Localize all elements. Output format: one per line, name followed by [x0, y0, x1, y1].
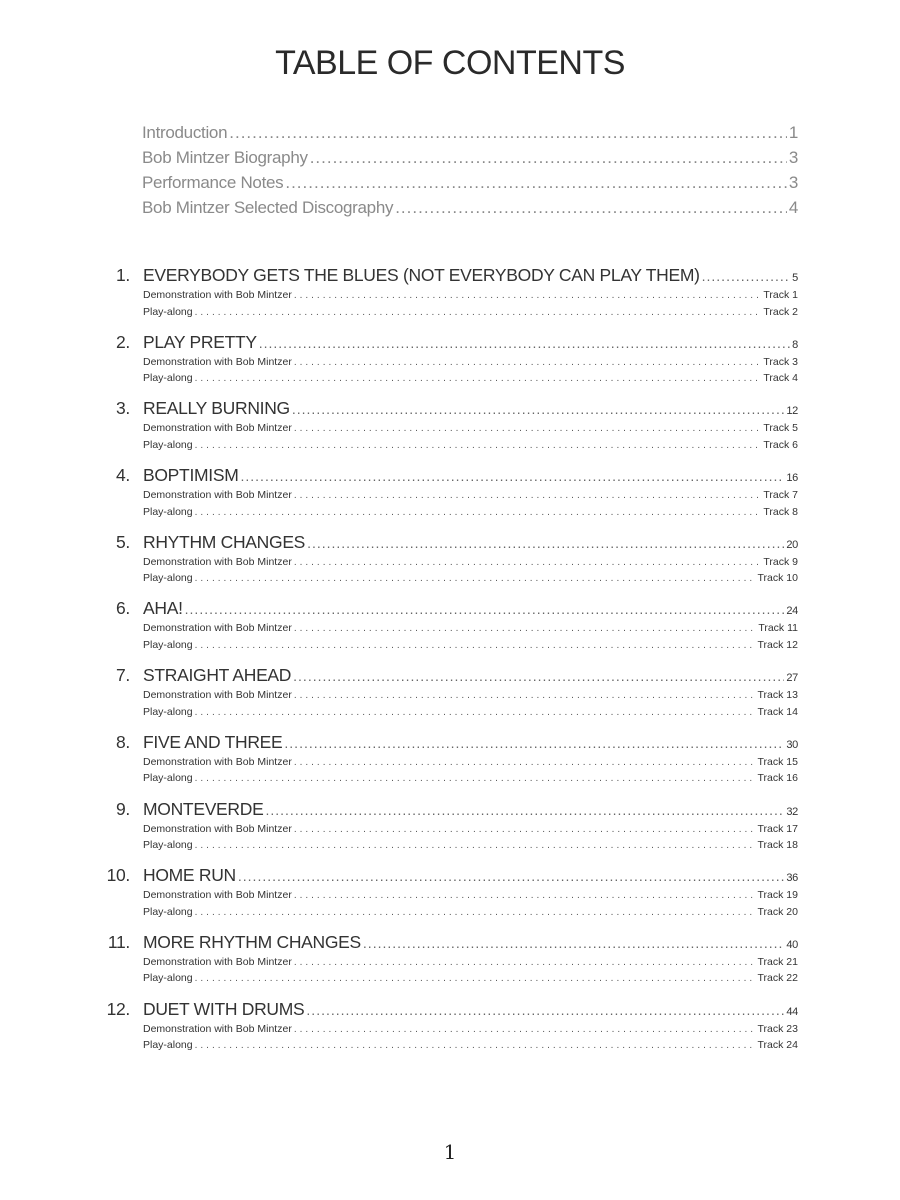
dot-leader — [265, 802, 784, 818]
demo-label: Demonstration with Bob Mintzer — [143, 955, 292, 968]
dot-leader — [185, 601, 785, 617]
playalong-track: Track 6 — [763, 438, 798, 451]
song-number: 12. — [106, 998, 130, 1019]
song-entry — [96, 999, 798, 1066]
entry-page: 4 — [788, 198, 798, 217]
dot-leader — [395, 198, 787, 218]
playalong-label: Play-along — [143, 305, 193, 318]
playalong-track-row[interactable] — [143, 506, 798, 523]
demo-track: Track 21 — [757, 955, 798, 968]
song-title: EVERYBODY GETS THE BLUES (NOT EVERYBODY CAN PLAY THEM) — [143, 265, 700, 285]
playalong-track-row[interactable] — [143, 839, 798, 856]
song-entry — [96, 799, 798, 866]
playalong-label: Play-along — [143, 438, 193, 451]
demo-label: Demonstration with Bob Mintzer — [143, 889, 292, 902]
dot-leader — [195, 1040, 756, 1051]
song-page: 8 — [792, 338, 798, 351]
song-list — [96, 265, 798, 1065]
dot-leader — [294, 357, 762, 368]
demo-track-row[interactable] — [143, 556, 798, 573]
playalong-label: Play-along — [143, 705, 193, 718]
song-number: 7. — [116, 665, 130, 686]
playalong-track: Track 18 — [757, 839, 798, 851]
song-entry — [96, 398, 798, 465]
dot-leader — [195, 707, 756, 718]
demo-track: Track 23 — [757, 1022, 798, 1035]
song-page: 20 — [786, 538, 798, 551]
entry-label: Introduction — [142, 123, 228, 142]
demo-track-row[interactable] — [143, 1023, 798, 1040]
demo-track: Track 1 — [763, 289, 798, 301]
dot-leader — [294, 757, 756, 768]
song-number: 1. — [116, 265, 130, 285]
playalong-label: Play-along — [143, 638, 193, 651]
song-page: 30 — [786, 738, 798, 751]
dot-leader — [259, 335, 790, 351]
demo-track: Track 15 — [757, 755, 798, 768]
demo-label: Demonstration with Bob Mintzer — [143, 289, 292, 301]
entry-page: 3 — [788, 148, 798, 167]
page-title: TABLE OF CONTENTS — [275, 44, 625, 82]
dot-leader — [294, 490, 762, 501]
dot-leader — [195, 373, 762, 384]
playalong-track-row[interactable] — [143, 372, 798, 389]
playalong-track-row[interactable] — [143, 639, 798, 656]
entry-label: Bob Mintzer Selected Discography — [142, 198, 394, 217]
demo-track-row[interactable] — [143, 489, 798, 506]
playalong-track: Track 24 — [757, 1039, 798, 1052]
playalong-track: Track 16 — [757, 772, 798, 785]
demo-label: Demonstration with Bob Mintzer — [143, 422, 292, 435]
playalong-track-row[interactable] — [143, 572, 798, 589]
demo-label: Demonstration with Bob Mintzer — [143, 755, 292, 768]
song-number: 10. — [106, 865, 130, 886]
dot-leader — [195, 840, 756, 851]
song-page: 12 — [786, 405, 798, 418]
song-title: AHA! — [143, 598, 183, 619]
song-heading[interactable] — [96, 598, 798, 622]
demo-track: Track 5 — [763, 422, 798, 435]
dot-leader — [294, 690, 756, 701]
demo-label: Demonstration with Bob Mintzer — [143, 689, 292, 702]
dot-leader — [294, 1024, 756, 1035]
song-title: FIVE AND THREE — [143, 731, 283, 752]
playalong-track-row[interactable] — [143, 906, 798, 923]
song-heading[interactable] — [96, 932, 798, 956]
song-entry — [96, 932, 798, 999]
playalong-label: Play-along — [143, 905, 193, 918]
song-heading[interactable] — [96, 799, 798, 823]
playalong-track: Track 8 — [763, 505, 798, 518]
demo-track: Track 17 — [757, 822, 798, 835]
demo-track-row[interactable] — [143, 289, 798, 306]
song-number: 2. — [116, 331, 130, 352]
demo-track-row[interactable] — [143, 689, 798, 706]
song-page: 16 — [786, 472, 798, 485]
dot-leader — [294, 824, 756, 835]
demo-track: Track 13 — [757, 689, 798, 702]
entry-page: 1 — [788, 123, 798, 142]
song-number: 11. — [107, 931, 130, 952]
demo-label: Demonstration with Bob Mintzer — [143, 1022, 292, 1035]
page-number: 1 — [443, 1140, 457, 1164]
song-entry — [96, 265, 798, 332]
intro-entry[interactable] — [142, 198, 798, 223]
entry-page: 3 — [788, 173, 798, 192]
dot-leader — [306, 1002, 784, 1018]
song-number: 9. — [116, 798, 130, 819]
dot-leader — [195, 507, 762, 518]
song-entry — [96, 732, 798, 799]
demo-label: Demonstration with Bob Mintzer — [143, 622, 292, 635]
demo-track-row[interactable] — [143, 823, 798, 840]
song-heading[interactable] — [96, 665, 798, 689]
song-number: 5. — [116, 531, 130, 552]
demo-track: Track 11 — [758, 622, 798, 635]
playalong-track-row[interactable] — [143, 972, 798, 989]
demo-track: Track 9 — [763, 555, 798, 568]
song-heading[interactable] — [96, 732, 798, 756]
song-number: 6. — [116, 598, 130, 619]
demo-track-row[interactable] — [143, 356, 798, 373]
intro-entry[interactable] — [142, 148, 798, 173]
playalong-track: Track 2 — [763, 305, 798, 318]
dot-leader — [292, 401, 784, 417]
dot-leader — [195, 573, 756, 584]
dot-leader — [195, 307, 762, 318]
front-matter-list — [142, 123, 798, 223]
playalong-track: Track 20 — [757, 905, 798, 918]
playalong-track-row[interactable] — [143, 1039, 798, 1056]
dot-leader — [294, 957, 756, 968]
demo-label: Demonstration with Bob Mintzer — [143, 355, 292, 368]
dot-leader — [285, 173, 786, 193]
song-title: HOME RUN — [143, 865, 236, 886]
song-entry — [96, 332, 798, 399]
song-title: STRAIGHT AHEAD — [143, 665, 292, 686]
song-title: REALLY BURNING — [143, 398, 290, 419]
song-heading[interactable] — [96, 398, 798, 422]
song-page: 44 — [786, 1005, 798, 1018]
song-entry — [96, 598, 798, 665]
song-title: BOPTIMISM — [143, 465, 239, 486]
demo-label: Demonstration with Bob Mintzer — [143, 822, 292, 835]
demo-label: Demonstration with Bob Mintzer — [143, 489, 292, 502]
dot-leader — [294, 423, 762, 434]
song-title: PLAY PRETTY — [143, 331, 257, 352]
dot-leader — [294, 623, 757, 634]
entry-label: Performance Notes — [142, 173, 284, 192]
dot-leader — [284, 735, 784, 751]
playalong-label: Play-along — [143, 572, 193, 585]
playalong-label: Play-along — [143, 972, 193, 985]
demo-track-row[interactable] — [143, 956, 798, 973]
demo-track-row[interactable] — [143, 756, 798, 773]
demo-track: Track 7 — [763, 489, 798, 502]
dot-leader — [310, 148, 787, 168]
dot-leader — [307, 535, 784, 551]
song-entry — [96, 532, 798, 599]
song-page: 36 — [786, 872, 798, 885]
dot-leader — [294, 557, 762, 568]
song-heading[interactable] — [96, 532, 798, 556]
intro-entry[interactable] — [142, 173, 798, 198]
demo-track: Track 19 — [757, 889, 798, 902]
dot-leader — [195, 773, 756, 784]
song-page: 32 — [786, 805, 798, 818]
song-number: 3. — [116, 398, 130, 419]
dot-leader — [238, 868, 784, 884]
song-number: 8. — [116, 731, 130, 752]
playalong-label: Play-along — [143, 1039, 193, 1052]
song-entry — [96, 665, 798, 732]
demo-track-row[interactable] — [143, 622, 798, 639]
dot-leader — [229, 123, 787, 143]
song-entry — [96, 465, 798, 532]
playalong-track: Track 22 — [757, 972, 798, 985]
song-entry — [96, 865, 798, 932]
song-title: RHYTHM CHANGES — [143, 531, 306, 552]
demo-track: Track 3 — [763, 355, 798, 368]
playalong-track-row[interactable] — [143, 439, 798, 456]
playalong-label: Play-along — [143, 839, 193, 851]
song-heading[interactable] — [96, 465, 798, 489]
song-heading[interactable] — [96, 332, 798, 356]
playalong-track: Track 10 — [757, 572, 798, 585]
entry-label: Bob Mintzer Biography — [142, 148, 308, 167]
dot-leader — [195, 640, 756, 651]
song-page: 27 — [786, 672, 798, 685]
playalong-label: Play-along — [143, 505, 193, 518]
dot-leader — [363, 935, 784, 951]
song-heading[interactable] — [96, 999, 798, 1023]
song-page: 40 — [786, 938, 798, 951]
demo-track-row[interactable] — [143, 422, 798, 439]
playalong-track-row[interactable] — [143, 772, 798, 789]
song-title: MORE RHYTHM CHANGES — [143, 931, 361, 952]
playalong-track-row[interactable] — [143, 706, 798, 723]
playalong-track: Track 14 — [757, 705, 798, 718]
song-heading[interactable] — [96, 865, 798, 889]
playalong-track-row[interactable] — [143, 306, 798, 323]
dot-leader — [241, 468, 785, 484]
song-title: MONTEVERDE — [143, 798, 264, 819]
playalong-label: Play-along — [143, 772, 193, 785]
demo-track-row[interactable] — [143, 889, 798, 906]
song-title: DUET WITH DRUMS — [143, 998, 305, 1019]
intro-entry[interactable] — [142, 123, 798, 148]
song-number: 4. — [116, 465, 130, 486]
playalong-label: Play-along — [143, 372, 193, 385]
song-page: 5 — [792, 272, 798, 284]
dot-leader — [702, 268, 791, 284]
dot-leader — [294, 290, 762, 301]
playalong-track: Track 12 — [757, 638, 798, 651]
song-page: 24 — [786, 605, 798, 618]
song-heading[interactable] — [96, 265, 798, 289]
playalong-track: Track 4 — [763, 372, 798, 385]
dot-leader — [195, 907, 756, 918]
dot-leader — [293, 668, 784, 684]
dot-leader — [294, 890, 756, 901]
dot-leader — [195, 973, 756, 984]
dot-leader — [195, 440, 762, 451]
demo-label: Demonstration with Bob Mintzer — [143, 555, 292, 568]
